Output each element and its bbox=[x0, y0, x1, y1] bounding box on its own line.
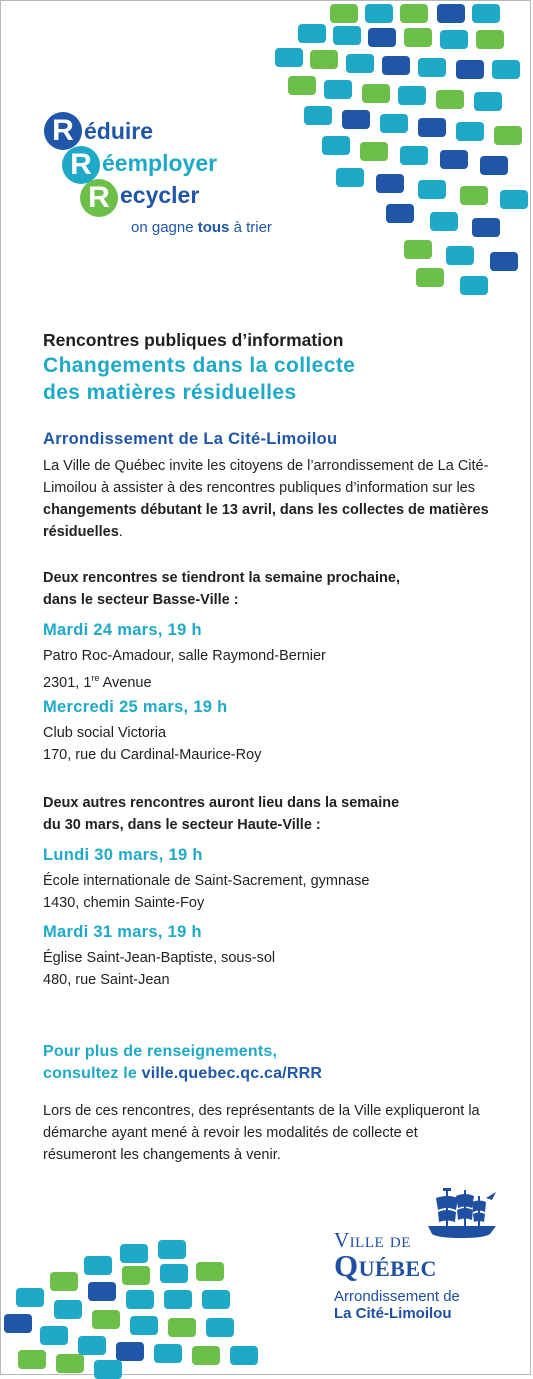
meeting-date: Lundi 30 mars, 19 h bbox=[43, 846, 203, 864]
logo-ville-de: Ville de bbox=[334, 1228, 411, 1252]
group1-lead: Deux rencontres se tiendront la semaine prochaine, dans le secteur Basse-Ville : bbox=[43, 570, 400, 608]
arrondissement-title: Arrondissement de La Cité-Limoilou bbox=[43, 430, 338, 448]
meeting-date: Mercredi 25 mars, 19 h bbox=[43, 698, 228, 716]
headline: Changements dans la collecte des matières résiduelles bbox=[43, 354, 356, 404]
meeting-address: Club social Victoria 170, rue du Cardinal-Maurice-Roy bbox=[43, 725, 262, 763]
logo-r-green: R bbox=[80, 179, 118, 217]
logo-r-cyan: R bbox=[62, 146, 100, 184]
logo-word-reemployer: éemployer bbox=[102, 150, 218, 176]
logo-quebec: Québec bbox=[334, 1248, 437, 1283]
meeting-date: Mardi 24 mars, 19 h bbox=[43, 621, 202, 639]
logo-tagline: on gagne tous à trier bbox=[131, 219, 272, 236]
ville-de-quebec-logo bbox=[334, 1190, 504, 1320]
more-info: Pour plus de renseignements, consultez le ville.quebec.qc.ca/RRR bbox=[43, 1043, 323, 1082]
group2-lead: Deux autres rencontres auront lieu dans la semaine du 30 mars, dans le secteur Haute-Ville : bbox=[43, 795, 400, 833]
ship-icon bbox=[426, 1188, 498, 1240]
website-link[interactable]: ville.quebec.qc.ca/RRR bbox=[141, 1065, 323, 1082]
meeting-date: Mardi 31 mars, 19 h bbox=[43, 923, 202, 941]
logo-r-blue: R bbox=[44, 112, 82, 150]
closing-paragraph: Lors de ces rencontres, des représentants de la Ville expliqueront la démarche ayant mené à revoir les modalités de collecte et résumeront les changements à venir. bbox=[43, 1103, 480, 1163]
meeting-address: École internationale de Saint-Sacrement, gymnase 1430, chemin Sainte-Foy bbox=[43, 873, 370, 911]
logo-arrondissement: Arrondissement de La Cité-Limoilou bbox=[334, 1288, 460, 1322]
intro-paragraph: La Ville de Québec invite les citoyens de l’arrondissement de La Cité-Limoilou à assister à des rencontres publiques d’information sur les changements débutant le 13 avril, dans les collectes de matières résiduelles. bbox=[43, 458, 489, 540]
meeting-address: Église Saint-Jean-Baptiste, sous-sol 480, rue Saint-Jean bbox=[43, 950, 276, 988]
logo-word-recycler: ecycler bbox=[120, 182, 200, 208]
kicker: Rencontres publiques d’information bbox=[43, 330, 344, 350]
logo-word-reduire: éduire bbox=[84, 118, 154, 144]
meeting-address: Patro Roc-Amadour, salle Raymond-Bernier 2301, 1re Avenue bbox=[43, 648, 326, 691]
